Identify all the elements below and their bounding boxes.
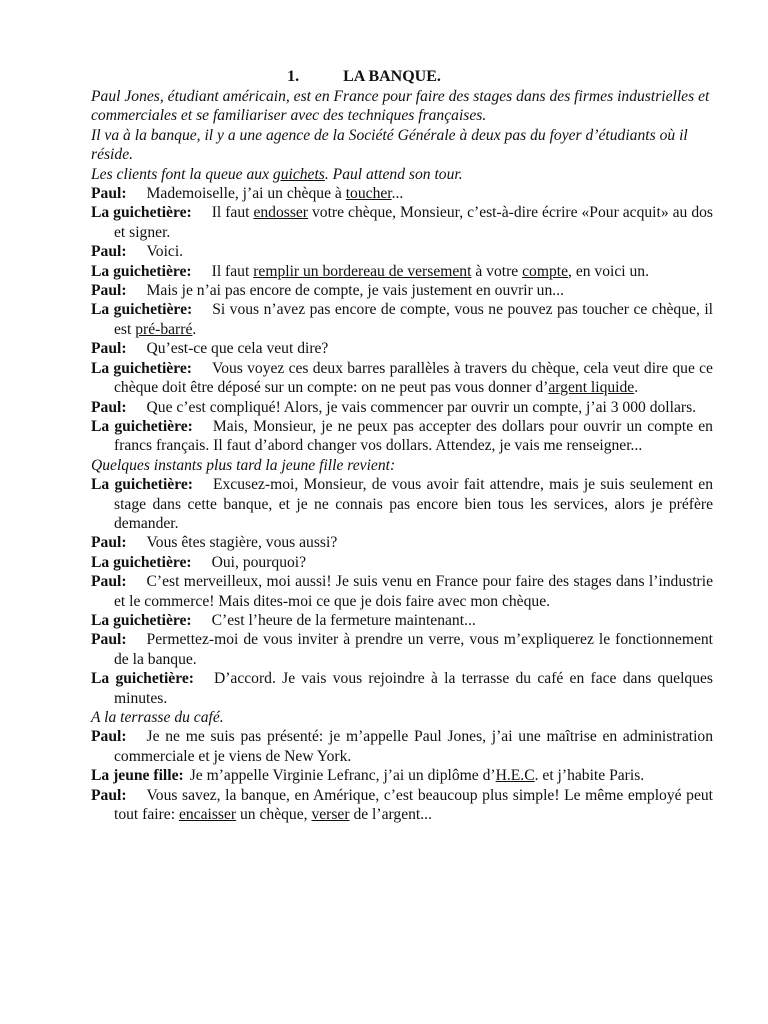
title-number: 1. xyxy=(287,68,300,85)
speaker-paul: Paul: xyxy=(91,243,127,261)
speaker-guichetiere: La guichetière: xyxy=(91,301,193,319)
vocab-compte: compte xyxy=(522,262,569,280)
dialogue-line: Paul: Vous êtes stagière, vous aussi? xyxy=(91,534,338,552)
speaker-guichetiere: La guichetière: xyxy=(91,359,192,377)
vocab-guichets: guichets xyxy=(272,165,325,183)
dialogue-line: Paul: Vous savez, la banque, en Amérique, c’est beaucoup plus simple! Le même employé peut tout faire: encaisser un chèque, verser de l’argent... xyxy=(91,786,713,824)
speaker-guichetiere: La guichetière: xyxy=(91,417,193,435)
speaker-jeune-fille: La jeune fille: xyxy=(91,767,184,785)
dialogue-line: Paul: Que c’est compliqué! Alors, je vais commencer par ouvrir un compte, j’ai 3 000 dollars. xyxy=(91,398,697,416)
dialogue-line: La guichetière: Il faut endosser votre chèque, Monsieur, c’est-à-dire écrire «Pour acquit» au dos et signer. xyxy=(91,204,713,241)
speaker-paul: Paul: xyxy=(91,573,127,591)
speaker-guichetiere: La guichetière: xyxy=(91,553,192,571)
speaker-guichetiere: La guichetière: xyxy=(91,611,192,629)
dialogue-line: La guichetière: C’est l’heure de la fermeture maintenant... xyxy=(91,611,476,629)
narration-queue: Les clients font la queue aux guichets. Paul attend son tour. xyxy=(91,165,463,183)
dialogue-line: La guichetière: D’accord. Je vais vous rejoindre à la terrasse du café en face dans quelques minutes. xyxy=(91,670,713,707)
speaker-paul: Paul: xyxy=(91,398,127,416)
vocab-bordereau: remplir un bordereau de versement xyxy=(253,262,472,280)
narration-instants: Quelques instants plus tard la jeune fille revient: xyxy=(91,456,396,474)
dialogue-line: Paul: Qu’est-ce que cela veut dire? xyxy=(91,340,329,358)
dialogue-line: Paul: C’est merveilleux, moi aussi! Je suis venu en France pour faire des stages dans l’industrie et le commerce! Mais dites-moi ce que je dois faire avec mon chèque. xyxy=(91,573,713,610)
speaker-guichetiere: La guichetière: xyxy=(91,476,193,494)
dialogue-line: Paul: Mais je n’ai pas encore de compte, je vais justement en ouvrir un... xyxy=(91,282,564,300)
document-title xyxy=(0,67,768,87)
speaker-paul: Paul: xyxy=(91,185,127,203)
vocab-toucher: toucher xyxy=(345,185,392,203)
narration-intro: Paul Jones, étudiant américain, est en France pour faire des stages dans des firmes industrielles et commerciales et se familiariser avec des techniques françaises. xyxy=(91,88,710,125)
dialogue-body xyxy=(91,87,713,824)
dialogue-line: La guichetière: Vous voyez ces deux barres parallèles à travers du chèque, cela veut dire que ce chèque doit être déposé sur un compte: on ne peut pas vous donner d’argent liquide. xyxy=(91,359,713,397)
speaker-paul: Paul: xyxy=(91,786,127,804)
narration-terrasse: A la terrasse du café. xyxy=(91,709,224,726)
vocab-endosser: endosser xyxy=(253,204,309,222)
speaker-paul: Paul: xyxy=(91,728,127,746)
dialogue-line: La jeune fille: Je m’appelle Virginie Lefranc, j’ai un diplôme d’H.E.C. et j’habite Paris. xyxy=(91,767,645,785)
vocab-argent-liquide: argent liquide xyxy=(548,379,635,397)
speaker-guichetiere: La guichetière: xyxy=(91,262,192,280)
dialogue-line: Paul: Voici. xyxy=(91,243,184,261)
dialogue-line: La guichetière: Mais, Monsieur, je ne peux pas accepter des dollars pour ouvrir un compte en francs français. Il faut d’abord changer vos dollars. Attendez, je vais me renseigner... xyxy=(91,417,713,455)
dialogue-line: Paul: Mademoiselle, j’ai un chèque à toucher... xyxy=(91,185,404,203)
dialogue-line: La guichetière: Si vous n’avez pas encore de compte, vous ne pouvez pas toucher ce chèque, il est pré-barré. xyxy=(91,301,713,338)
title-text: LA BANQUE. xyxy=(343,68,441,85)
vocab-encaisser: encaisser xyxy=(178,806,237,824)
dialogue-line: La guichetière: Il faut remplir un bordereau de versement à votre compte, en voici un. xyxy=(91,262,649,280)
dialogue-line: La guichetière: Excusez-moi, Monsieur, de vous avoir fait attendre, mais je suis seulement en stage dans cette banque, et je ne connais pas encore bien tous les services, alors je préfère demander. xyxy=(91,476,713,532)
dialogue-line: La guichetière: Oui, pourquoi? xyxy=(91,553,307,571)
vocab-verser: verser xyxy=(311,806,350,824)
vocab-hec: H.E.C xyxy=(495,767,535,785)
speaker-paul: Paul: xyxy=(91,631,127,649)
narration-bank: Il va à la banque, il y a une agence de la Société Générale à deux pas du foyer d’étudiants où il réside. xyxy=(91,126,688,164)
dialogue-line: Paul: Permettez-moi de vous inviter à prendre un verre, vous m’expliquerez le fonctionnement de la banque. xyxy=(91,631,713,668)
speaker-paul: Paul: xyxy=(91,340,127,358)
speaker-paul: Paul: xyxy=(91,282,127,300)
dialogue-line: Paul: Je ne me suis pas présenté: je m’appelle Paul Jones, j’ai une maîtrise en administration commerciale et je viens de New York. xyxy=(91,728,713,765)
vocab-pre-barre: pré-barré xyxy=(135,320,193,338)
speaker-paul: Paul: xyxy=(91,534,127,552)
speaker-guichetiere: La guichetière: xyxy=(91,204,192,222)
speaker-guichetiere: La guichetière: xyxy=(91,670,194,688)
